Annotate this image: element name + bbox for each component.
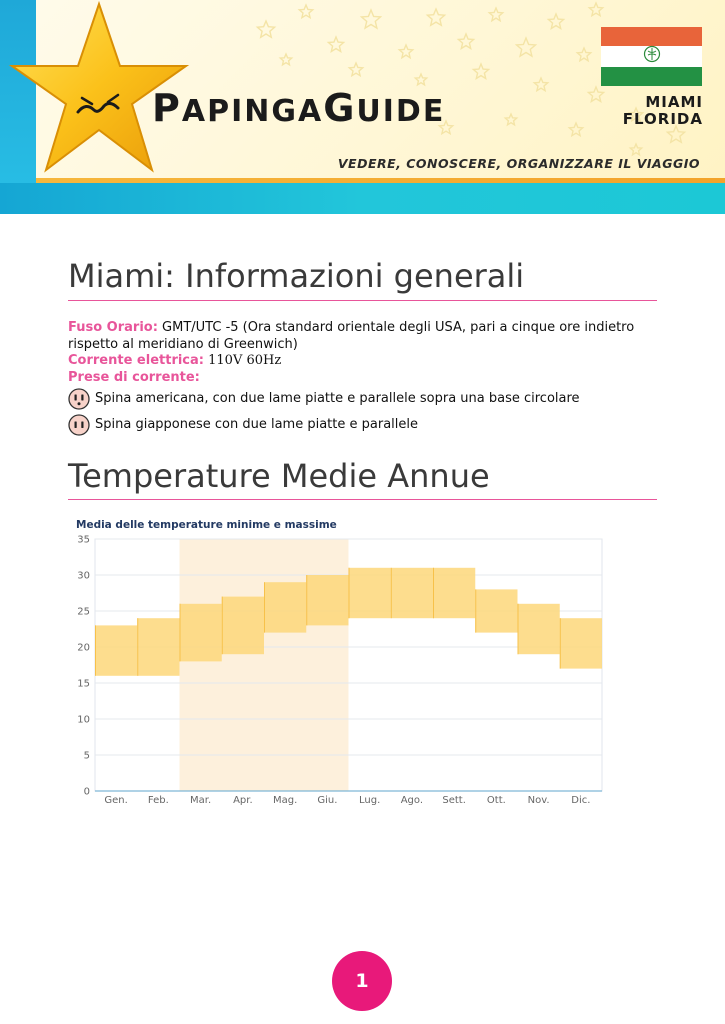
temperature-range-bar bbox=[222, 597, 264, 655]
x-tick-label: Apr. bbox=[233, 795, 253, 806]
temperature-range-bar bbox=[475, 589, 517, 632]
section-divider bbox=[68, 300, 657, 301]
plug-description: Spina americana, con due lame piatte e parallele sopra una base circolare bbox=[95, 390, 580, 406]
timezone-line bbox=[68, 320, 658, 353]
background-star-icon bbox=[577, 48, 590, 61]
background-star-icon bbox=[517, 38, 536, 56]
city-name: MIAMI bbox=[645, 93, 703, 111]
background-star-icon bbox=[458, 34, 473, 49]
section-divider bbox=[68, 499, 657, 500]
x-tick-label: Mar. bbox=[190, 795, 212, 806]
background-star-icon bbox=[280, 54, 291, 65]
y-tick-label: 5 bbox=[83, 750, 90, 762]
flag-emblem-icon bbox=[643, 45, 661, 63]
x-tick-label: Gen. bbox=[104, 795, 128, 806]
india-flag-icon bbox=[601, 27, 702, 86]
banner-teal-strip bbox=[0, 183, 725, 214]
section-title-general-info: Miami: Informazioni generali bbox=[68, 257, 525, 295]
plug-description: Spina giapponese con due lame piatte e parallele bbox=[95, 416, 418, 432]
background-star-icon bbox=[569, 123, 582, 136]
page-number-badge: 1 bbox=[332, 951, 392, 1011]
tagline: VEDERE, CONOSCERE, ORGANIZZARE IL VIAGGIO bbox=[337, 156, 700, 171]
temperature-range-bar bbox=[349, 568, 391, 618]
background-star-icon bbox=[548, 14, 563, 29]
y-tick-label: 10 bbox=[77, 714, 90, 726]
background-star-icon bbox=[667, 126, 684, 142]
background-star-icon bbox=[299, 5, 312, 18]
x-tick-label: Lug. bbox=[358, 795, 381, 806]
temperature-range-bar bbox=[180, 604, 222, 662]
background-star-icon bbox=[534, 78, 547, 91]
destination-label bbox=[590, 94, 703, 128]
x-tick-label: Dic. bbox=[571, 795, 591, 806]
x-tick-label: Nov. bbox=[527, 795, 550, 806]
state-name: FLORIDA bbox=[622, 110, 703, 128]
background-star-icon bbox=[630, 144, 641, 155]
background-star-icon bbox=[399, 45, 412, 58]
y-tick-label: 20 bbox=[77, 642, 90, 654]
background-star-icon bbox=[328, 37, 343, 52]
plug-row-american bbox=[68, 386, 658, 412]
x-tick-label: Sett. bbox=[442, 795, 466, 806]
plug-row-japanese bbox=[68, 412, 658, 438]
temperature-range-bar bbox=[560, 618, 602, 668]
general-info-block bbox=[68, 320, 658, 438]
temperature-range-bar bbox=[264, 582, 306, 632]
brand-name: PAPINGAGUIDE bbox=[152, 86, 446, 130]
temperature-range-bar bbox=[433, 568, 475, 618]
temperature-range-bar bbox=[95, 625, 137, 675]
timezone-value: GMT/UTC -5 (Ora standard orientale degli USA, pari a cinque ore indietro rispetto al meridiano di Greenwich) bbox=[68, 320, 635, 352]
header-banner bbox=[0, 0, 725, 214]
y-tick-label: 35 bbox=[77, 534, 90, 546]
japanese-outlet-icon bbox=[68, 414, 90, 436]
y-tick-label: 30 bbox=[77, 570, 90, 582]
background-star-icon bbox=[362, 10, 381, 28]
american-outlet-icon bbox=[68, 388, 90, 410]
section-title-temperatures: Temperature Medie Annue bbox=[68, 457, 490, 495]
background-star-icon bbox=[589, 3, 602, 16]
x-tick-label: Mag. bbox=[272, 795, 298, 806]
background-star-icon bbox=[415, 74, 426, 85]
x-tick-label: Ott. bbox=[486, 795, 506, 806]
background-star-icon bbox=[489, 8, 502, 21]
y-tick-label: 15 bbox=[77, 678, 90, 690]
background-star-icon bbox=[257, 21, 274, 37]
power-line bbox=[68, 353, 658, 370]
x-tick-label: Giu. bbox=[317, 795, 338, 806]
background-star-icon bbox=[473, 64, 488, 79]
power-label: Corrente elettrica: bbox=[68, 353, 204, 368]
temperature-range-bar bbox=[306, 575, 348, 625]
background-star-icon bbox=[505, 114, 516, 125]
temperature-range-bar bbox=[518, 604, 560, 654]
background-star-icon bbox=[349, 63, 362, 76]
chart-title: Media delle temperature minime e massime bbox=[76, 519, 337, 531]
temperature-range-bar bbox=[137, 618, 179, 676]
y-tick-label: 25 bbox=[77, 606, 90, 618]
plugs-label: Prese di corrente: bbox=[68, 369, 200, 385]
x-tick-label: Ago. bbox=[400, 795, 424, 806]
power-value: 110V 60Hz bbox=[204, 353, 282, 368]
temperature-chart bbox=[75, 517, 605, 809]
y-tick-label: 0 bbox=[83, 786, 90, 798]
background-star-icon bbox=[427, 9, 444, 25]
chart-plot bbox=[75, 533, 605, 809]
x-tick-label: Feb. bbox=[147, 795, 169, 806]
temperature-range-bar bbox=[391, 568, 433, 618]
timezone-label: Fuso Orario: bbox=[68, 320, 158, 335]
